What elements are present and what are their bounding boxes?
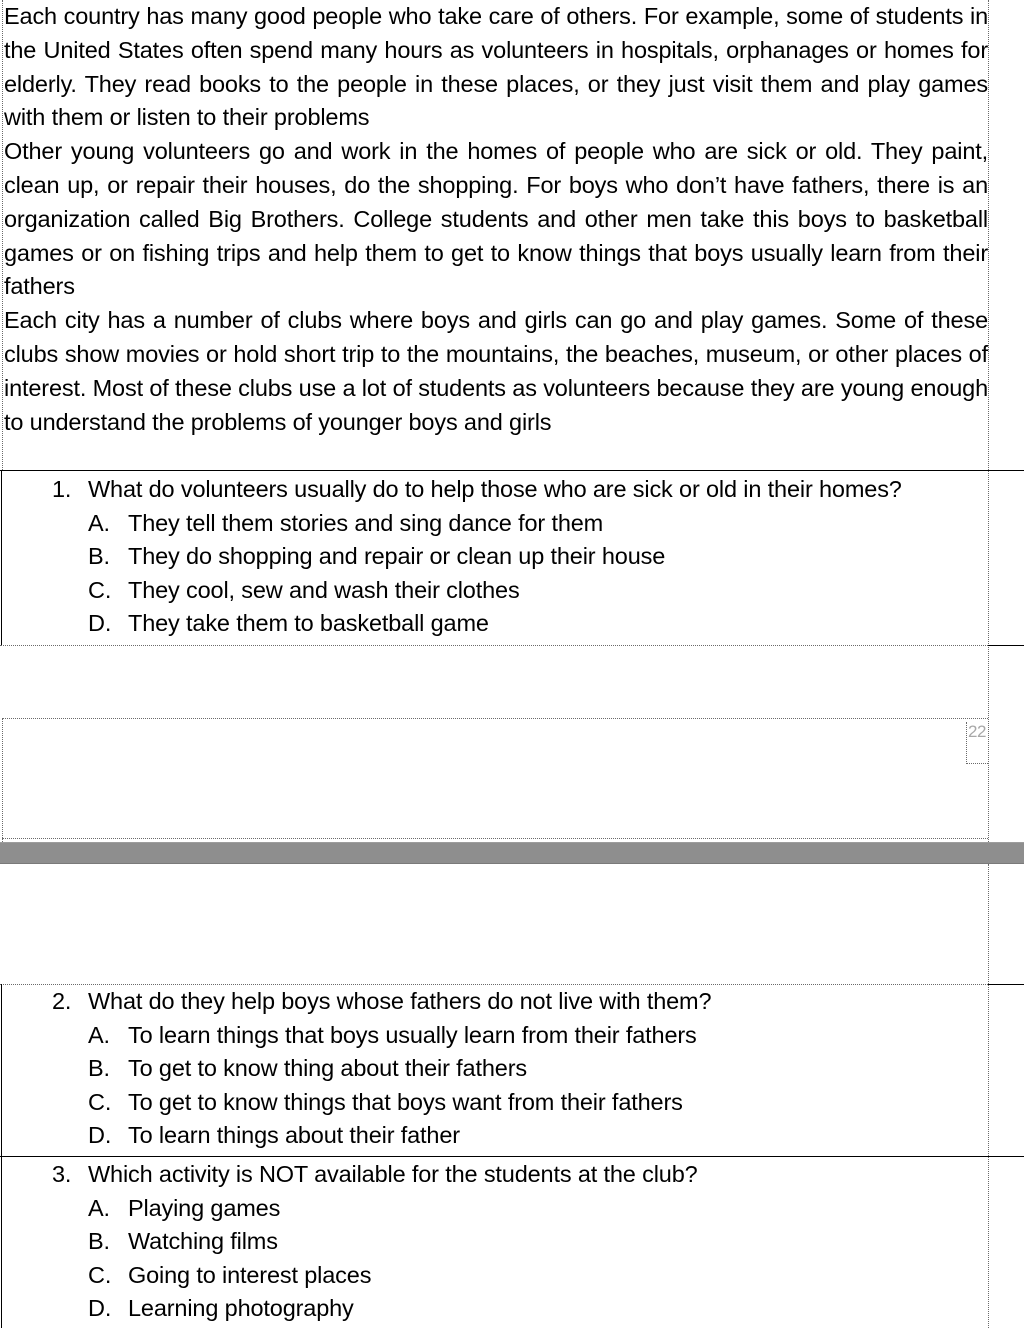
option-text: To get to know things that boys want from their fathers bbox=[128, 1088, 683, 1115]
option-text: They tell them stories and sing dance for them bbox=[128, 509, 604, 536]
option-letter: A. bbox=[88, 1021, 110, 1048]
question-1 bbox=[0, 473, 1024, 643]
passage-paragraph-1: Each country has many good people who take care of others. For example, some of students in the United States often spend many hours as volunteers in hospitals, orphanages or homes for elderly. They read books to the people in these places, or they just visit them and play games with them or listen to their problems bbox=[4, 3, 988, 131]
option-text: Going to interest places bbox=[128, 1261, 372, 1288]
passage-paragraph-2: Other young volunteers go and work in the homes of people who are sick or old. They paint, clean up, or repair their houses, do the shopping. For boys who don’t have fathers, there is an organization called Big Brothers. College students and other men take this boys to basketball games or on fishing trips and help them to get to know things that boys usually learn from their fathers bbox=[4, 138, 988, 300]
option-text: Playing games bbox=[128, 1194, 281, 1221]
option-letter: C. bbox=[88, 1261, 112, 1288]
option-letter: C. bbox=[88, 1088, 112, 1115]
option-text: Watching films bbox=[128, 1228, 278, 1254]
option-letter: C. bbox=[88, 576, 112, 603]
option-letter: A. bbox=[88, 1194, 110, 1221]
question-1-number: 1. bbox=[52, 476, 72, 502]
option-letter: B. bbox=[88, 1055, 110, 1081]
question-1-text: What do volunteers usually do to help those who are sick or old in their homes? bbox=[88, 476, 902, 502]
option-letter: B. bbox=[88, 1228, 110, 1254]
option-text: To learn things about their father bbox=[128, 1122, 460, 1148]
option-letter: B. bbox=[88, 543, 110, 569]
option-text: They cool, sew and wash their clothes bbox=[128, 576, 520, 603]
left-text-boundary bbox=[2, 0, 3, 470]
option-text: To get to know thing about their fathers bbox=[128, 1055, 527, 1081]
question-1-top-border bbox=[0, 470, 1024, 471]
document-page-2 bbox=[0, 864, 1024, 1328]
question-3-number: 3. bbox=[52, 1161, 72, 1187]
option-text: They do shopping and repair or clean up their house bbox=[128, 543, 666, 569]
question-2-number: 2. bbox=[52, 988, 72, 1014]
footer-bottom-boundary bbox=[2, 838, 988, 839]
option-letter: D. bbox=[88, 610, 112, 636]
question-3 bbox=[0, 1158, 1024, 1328]
option-text: They take them to basketball game bbox=[128, 610, 489, 636]
footer-top-boundary bbox=[2, 718, 988, 719]
question-2-text: What do they help boys whose fathers do not live with them? bbox=[88, 988, 712, 1014]
option-text: Learning photography bbox=[128, 1295, 354, 1321]
page-separator bbox=[0, 842, 1024, 864]
right-text-boundary bbox=[988, 0, 989, 842]
reading-passage bbox=[4, 0, 988, 439]
page-number: 22 bbox=[968, 722, 986, 741]
question-2 bbox=[0, 985, 1024, 1155]
option-letter: A. bbox=[88, 509, 110, 536]
question-1-bottom-right-border bbox=[988, 645, 1024, 646]
question-3-text: Which activity is NOT available for the students at the club? bbox=[88, 1161, 698, 1187]
option-letter: D. bbox=[88, 1122, 112, 1148]
option-letter: D. bbox=[88, 1295, 112, 1321]
question-2-bottom-border bbox=[0, 1156, 1024, 1157]
footer-left-boundary bbox=[2, 718, 3, 842]
question-1-bottom-border bbox=[0, 645, 988, 646]
page-number-frame bbox=[966, 722, 988, 764]
option-text: To learn things that boys usually learn from their fathers bbox=[128, 1021, 697, 1048]
passage-paragraph-3: Each city has a number of clubs where boys and girls can go and play games. Some of these clubs show movies or hold short trip to the mountains, the beaches, museum, or other places of interest. Most of these clubs use a lot of students as volunteers because they are young enough to understand the problems of younger boys and girls bbox=[4, 307, 988, 435]
